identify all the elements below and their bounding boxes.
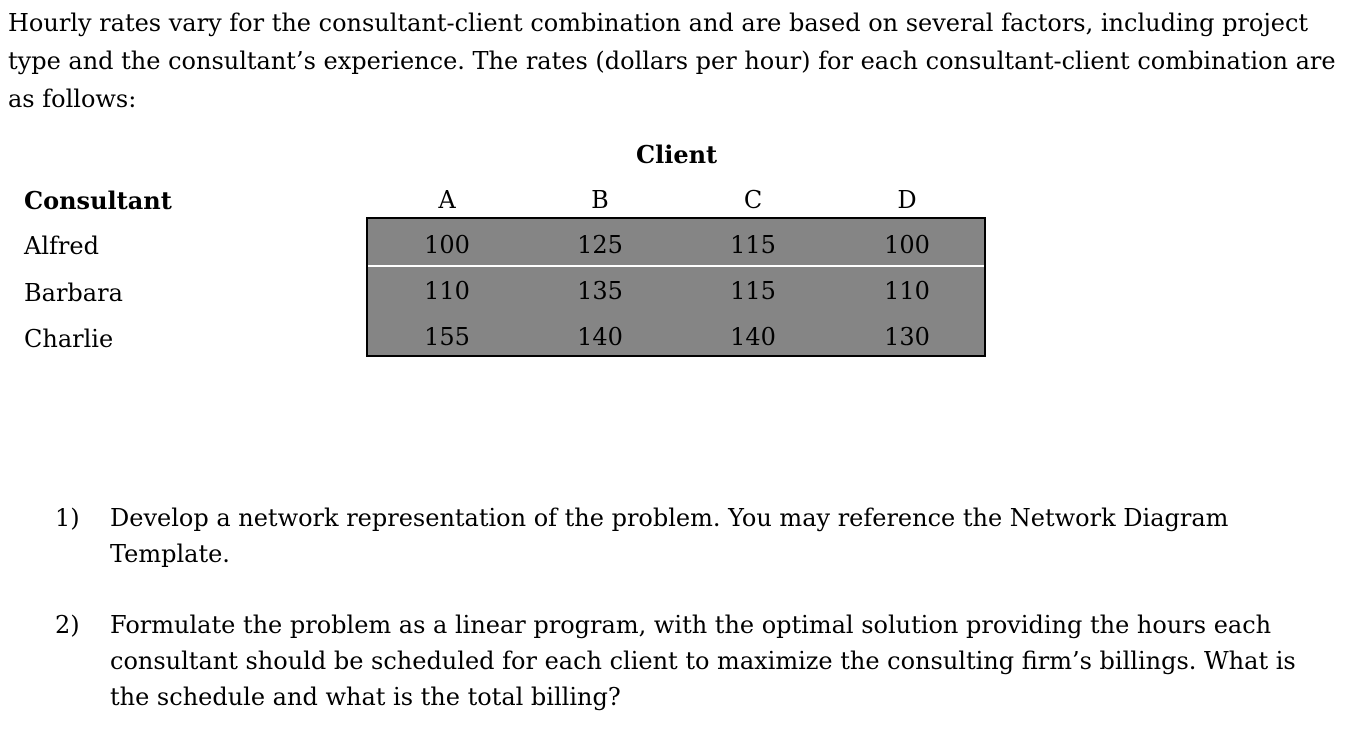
row-separator <box>368 265 984 267</box>
table-cell: 140 <box>730 323 776 351</box>
table-cell: 130 <box>884 323 930 351</box>
table-cell: 155 <box>424 323 470 351</box>
rates-table <box>366 217 986 357</box>
row-label-charlie: Charlie <box>24 325 114 353</box>
row-label-barbara: Barbara <box>24 279 123 307</box>
intro-paragraph: Hourly rates vary for the consultant-client combination and are based on several factors, including project type and the consultant’s experience. The rates (dollars per hour) for each consultant-client combination are as follows: <box>8 9 1336 113</box>
consultant-header: Consultant <box>24 186 172 215</box>
question-text: Develop a network representation of the problem. You may reference the Network Diagram Template. <box>110 504 1229 568</box>
question-text: Formulate the problem as a linear program, with the optimal solution providing the hours each consultant should be scheduled for each client to maximize the consulting firm’s billings. What is the schedule and what is the total billing? <box>110 611 1296 711</box>
column-header-a: A <box>438 186 456 214</box>
client-header: Client <box>636 140 718 169</box>
column-header-c: C <box>743 186 763 214</box>
column-header-b: B <box>591 186 609 214</box>
table-cell: 110 <box>424 277 470 305</box>
column-header-d: D <box>897 186 917 214</box>
table-cell: 115 <box>730 277 776 305</box>
row-label-alfred: Alfred <box>24 232 99 260</box>
table-cell: 135 <box>577 277 623 305</box>
table-cell: 100 <box>424 231 470 259</box>
table-cell: 125 <box>577 231 623 259</box>
table-cell: 110 <box>884 277 930 305</box>
table-cell: 140 <box>577 323 623 351</box>
question-2 <box>55 607 1325 715</box>
table-cell: 115 <box>730 231 776 259</box>
question-1 <box>55 500 1325 572</box>
question-number: 1) <box>55 504 80 532</box>
table-cell: 100 <box>884 231 930 259</box>
question-number: 2) <box>55 611 80 639</box>
